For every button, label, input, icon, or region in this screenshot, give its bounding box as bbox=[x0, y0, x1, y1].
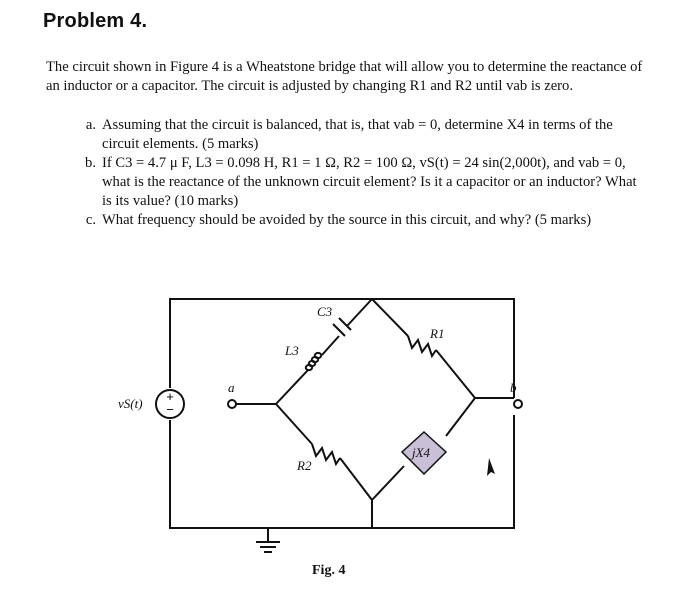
c3-label: C3 bbox=[317, 304, 333, 319]
node-b-label: b bbox=[510, 380, 517, 395]
figure-caption: Fig. 4 bbox=[312, 563, 346, 578]
problem-title: Problem 4. bbox=[43, 10, 148, 32]
part-c-label: c. bbox=[85, 212, 96, 228]
part-b-text: If C3 = 4.7 μ F, L3 = 0.098 H, R1 = 1 Ω, R2 = 100 Ω, vS(t) = 24 sin(2,000t), and vab = 0, what is the reactance of the unknown circuit element? Is it a capacitor or an inductor? What is its value? (10 marks) bbox=[102, 155, 637, 209]
node-a-label: a bbox=[228, 380, 235, 395]
r2-label: R2 bbox=[297, 458, 312, 473]
source-label: vS(t) bbox=[118, 396, 143, 411]
source-minus-sign: − bbox=[166, 402, 174, 417]
r1-label: R1 bbox=[430, 326, 445, 341]
terminal-b bbox=[514, 400, 522, 408]
x4-label: jX4 bbox=[412, 445, 431, 460]
l3-coil bbox=[306, 353, 321, 370]
part-c-text: What frequency should be avoided by the source in this circuit, and why? (5 marks) bbox=[102, 212, 592, 228]
part-a-label: a. bbox=[85, 117, 96, 133]
c3-plate-1 bbox=[333, 324, 345, 336]
r2-resistor bbox=[312, 444, 340, 464]
wire-bottom bbox=[170, 415, 514, 528]
part-b-label: b. bbox=[85, 155, 96, 171]
source-plus-sign: + bbox=[166, 389, 174, 404]
terminal-a bbox=[228, 400, 236, 408]
part-a-text: Assuming that the circuit is balanced, that is, that vab = 0, determine X4 in terms of the circuit elements. (5 marks) bbox=[102, 117, 613, 152]
mouse-cursor-icon bbox=[487, 458, 495, 476]
problem-intro: The circuit shown in Figure 4 is a Wheatstone bridge that will allow you to determine the reactance of an inductor or a capacitor. The circuit is adjusted by changing R1 and R2 until vab is zero. bbox=[46, 59, 643, 94]
l3-label: L3 bbox=[285, 343, 299, 358]
